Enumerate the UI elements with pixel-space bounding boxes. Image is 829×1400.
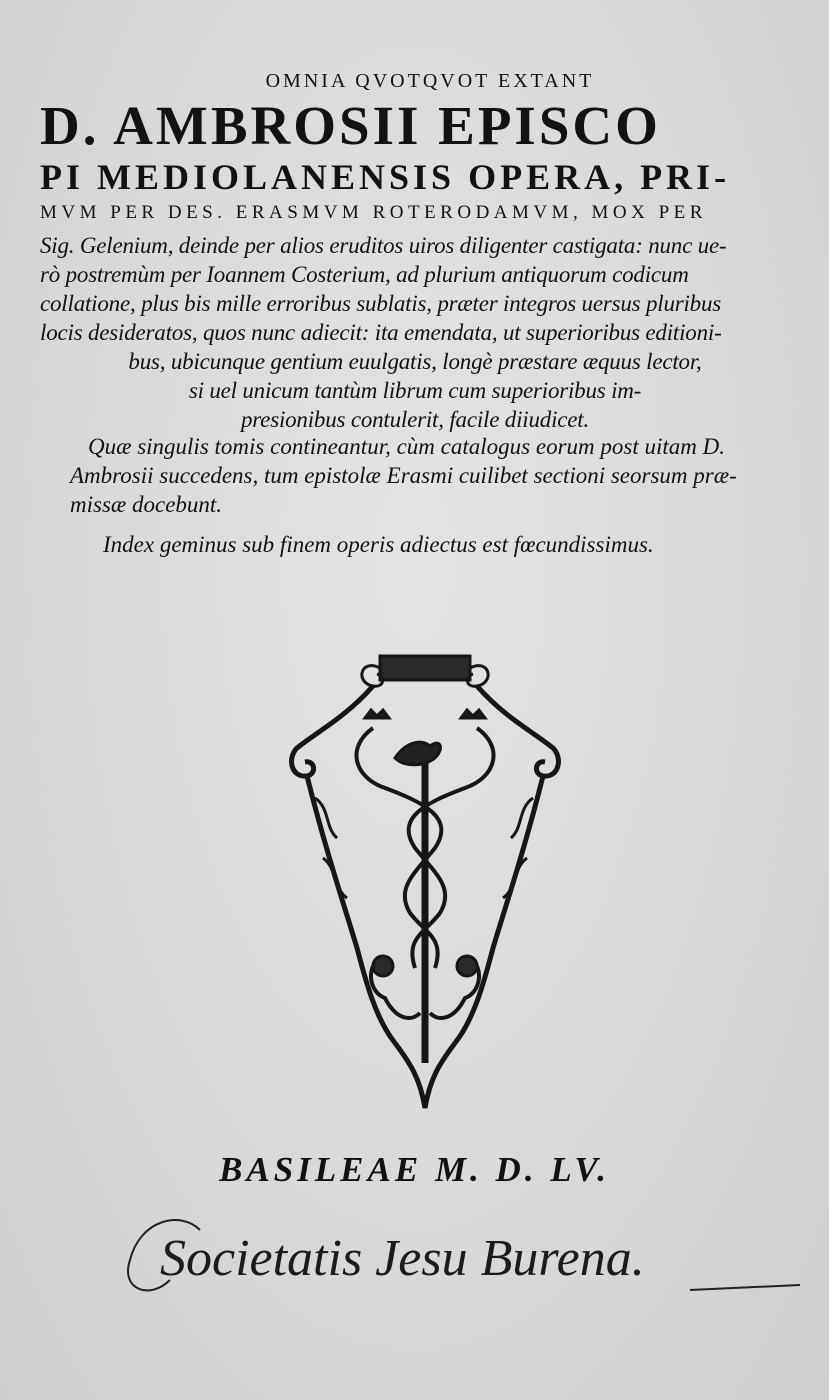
contents-line-3: missæ docebunt. — [70, 492, 223, 517]
body-line-6: si uel unicum tantùm librum cum superioribus im- — [188, 378, 642, 403]
contents-paragraph — [70, 432, 785, 519]
body-line-4: locis desideratos, quos nunc adiecit: ita emendata, ut superioribus editioni- — [40, 320, 722, 345]
imprint-line: BASILEAE M. D. LV. — [219, 1150, 610, 1189]
handwritten-inscription — [120, 1190, 800, 1320]
caduceus-printers-mark-icon — [285, 648, 565, 1113]
title-block — [40, 70, 790, 434]
inscription-text: Societatis Jesu Burena. — [160, 1230, 645, 1287]
contents-line-2: Ambrosii succedens, tum epistolæ Erasmi cuilibet sectioni seorsum præ- — [70, 463, 737, 488]
index-paragraph — [103, 530, 818, 559]
title-line-1: OMNIA QVOTQVOT EXTANT — [265, 70, 595, 92]
body-line-3: collatione, plus bis mille erroribus sublatis, præter integros uersus pluribus — [40, 291, 722, 316]
title-line-4: MVM PER DES. ERASMVM ROTERODAMVM, MOX PER — [40, 202, 707, 223]
title-line-3: PI MEDIOLANENSIS OPERA, PRI- — [40, 157, 731, 197]
contents-line-1: Quæ singulis tomis contineantur, cùm catalogus eorum post uitam D. — [88, 434, 725, 459]
body-line-7: presionibus contulerit, facile diiudicet. — [240, 407, 590, 432]
body-line-2: rò postremùm per Ioannem Costerium, ad plurium antiquorum codicum — [40, 262, 689, 287]
index-line: Index geminus sub finem operis adiectus est fœcundissimus. — [103, 532, 654, 557]
title-line-2: D. AMBROSII EPISCO — [40, 95, 661, 156]
body-line-5: bus, ubicunque gentium euulgatis, longè præstare æquus lector, — [128, 349, 702, 374]
body-line-1: Sig. Gelenium, deinde per alios eruditos uiros diligenter castigata: nunc ue- — [40, 233, 727, 258]
